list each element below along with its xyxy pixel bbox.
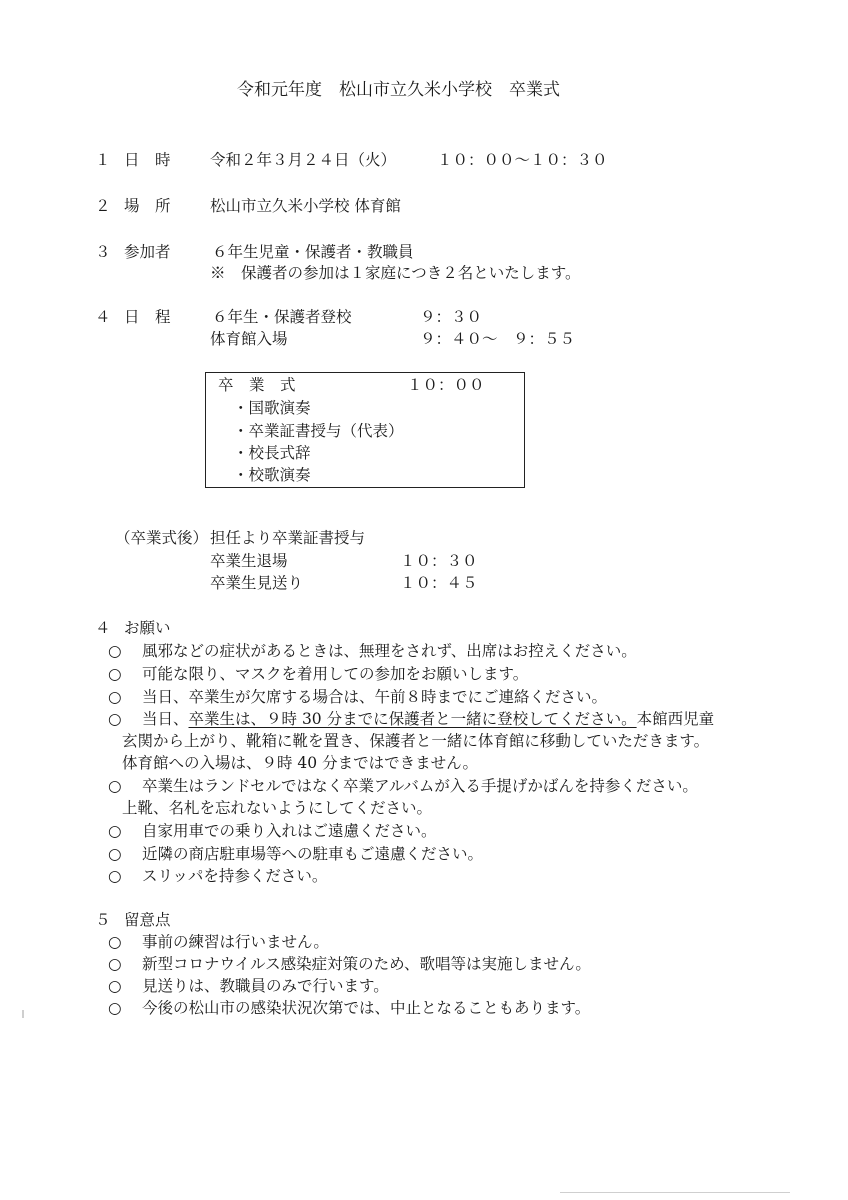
bullet-circle: ○ — [108, 977, 122, 995]
sendoff-time: １０：４５ — [400, 574, 478, 592]
request-continuation: 玄関から上がり、靴箱に靴を置き、保護者と一緒に体育館に移動していただきます。 — [122, 732, 710, 750]
request-continuation: 体育館への入場は、９時 40 分まではできません。 — [122, 754, 479, 772]
bullet-circle: ○ — [108, 933, 122, 951]
request-item: 近隣の商店駐車場等への駐車もご遠慮ください。 — [142, 845, 484, 863]
after-ceremony-item: 担任より卒業証書授与 — [210, 529, 366, 547]
request-continuation: 上靴、名札を忘れないようにしてください。 — [122, 799, 433, 817]
bullet-circle: ○ — [108, 642, 122, 660]
bullet-circle: ○ — [108, 665, 122, 683]
program-item: ・校歌演奏 — [233, 466, 311, 484]
scan-artifact — [560, 1192, 790, 1193]
program-item: ・国歌演奏 — [233, 399, 311, 417]
request-item: 可能な限り、マスクを着用しての参加をお願いします。 — [142, 665, 529, 683]
scan-artifact — [22, 1010, 24, 1018]
exit-label: 卒業生退場 — [210, 552, 288, 570]
sendoff-label: 卒業生見送り — [210, 574, 304, 592]
request-item: 当日、卒業生が欠席する場合は、午前８時までにご連絡ください。 — [142, 688, 608, 706]
ceremony-date: 令和２年３月２４日（火） — [210, 151, 397, 169]
bullet-circle: ○ — [108, 777, 122, 795]
section-4-label: 日 程 — [124, 308, 171, 326]
bullet-circle: ○ — [108, 955, 122, 973]
program-item: ・卒業証書授与（代表） — [233, 422, 404, 440]
request-text: 本館西児童 — [636, 710, 715, 728]
section-3-label: 参加者 — [124, 243, 171, 261]
bullet-circle: ○ — [108, 822, 122, 840]
request-item — [142, 709, 714, 729]
notes-heading: 留意点 — [124, 911, 171, 929]
section-1-number: １ — [95, 151, 111, 169]
note-item: 見送りは、教職員のみで行います。 — [142, 977, 389, 995]
page-title: 令和元年度 松山市立久米小学校 卒業式 — [237, 80, 560, 100]
request-text: 当日、 — [142, 710, 189, 728]
request-item: 風邪などの症状があるときは、無理をされず、出席はお控えください。 — [142, 642, 637, 660]
section-2-number: ２ — [95, 197, 111, 215]
participants-note: ※ 保護者の参加は１家庭につき２名といたします。 — [210, 264, 581, 282]
note-item: 今後の松山市の感染状況次第では、中止となることもあります。 — [142, 999, 591, 1017]
bullet-circle: ○ — [108, 867, 122, 885]
section-1-label: 日 時 — [124, 151, 171, 169]
program-time: １０：００ — [407, 376, 485, 394]
bullet-circle: ○ — [108, 710, 122, 728]
note-item: 事前の練習は行いません。 — [142, 933, 329, 951]
schedule-entry-label: 体育館入場 — [210, 330, 288, 348]
request-item: 自家用車での乗り入れはご遠慮ください。 — [142, 822, 437, 840]
request-item: スリッパを持参ください。 — [142, 867, 328, 885]
participants: ６年生児童・保護者・教職員 — [212, 243, 414, 261]
note-item: 新型コロナウイルス感染症対策のため、歌唱等は実施しません。 — [142, 955, 591, 973]
bullet-circle: ○ — [108, 845, 122, 863]
exit-time: １０：３０ — [400, 552, 478, 570]
schedule-arrival-label: ６年生・保護者登校 — [212, 308, 352, 326]
ceremony-time: １０：００～１０：３０ — [437, 151, 608, 169]
bullet-circle: ○ — [108, 999, 122, 1017]
section-3-number: ３ — [95, 243, 111, 261]
schedule-entry-time: ９：４０～ ９：５５ — [420, 330, 576, 348]
bullet-circle: ○ — [108, 688, 122, 706]
program-item: ・校長式辞 — [233, 444, 311, 462]
requests-number: ４ — [95, 619, 111, 637]
request-item: 卒業生はランドセルではなく卒業アルバムが入る手提げかばんを持参ください。 — [142, 777, 698, 795]
program-title: 卒 業 式 — [218, 376, 296, 394]
request-underlined-text: 卒業生は、９時 30 分までに保護者と一緒に登校してください。 — [188, 710, 637, 728]
after-ceremony-prefix: （卒業式後） — [115, 529, 209, 547]
schedule-arrival-time: ９：３０ — [420, 308, 483, 326]
notes-number: ５ — [95, 911, 111, 929]
venue: 松山市立久米小学校 体育館 — [210, 197, 401, 215]
requests-heading: お願い — [124, 619, 171, 637]
section-2-label: 場 所 — [124, 197, 171, 215]
section-4-number: ４ — [95, 308, 111, 326]
